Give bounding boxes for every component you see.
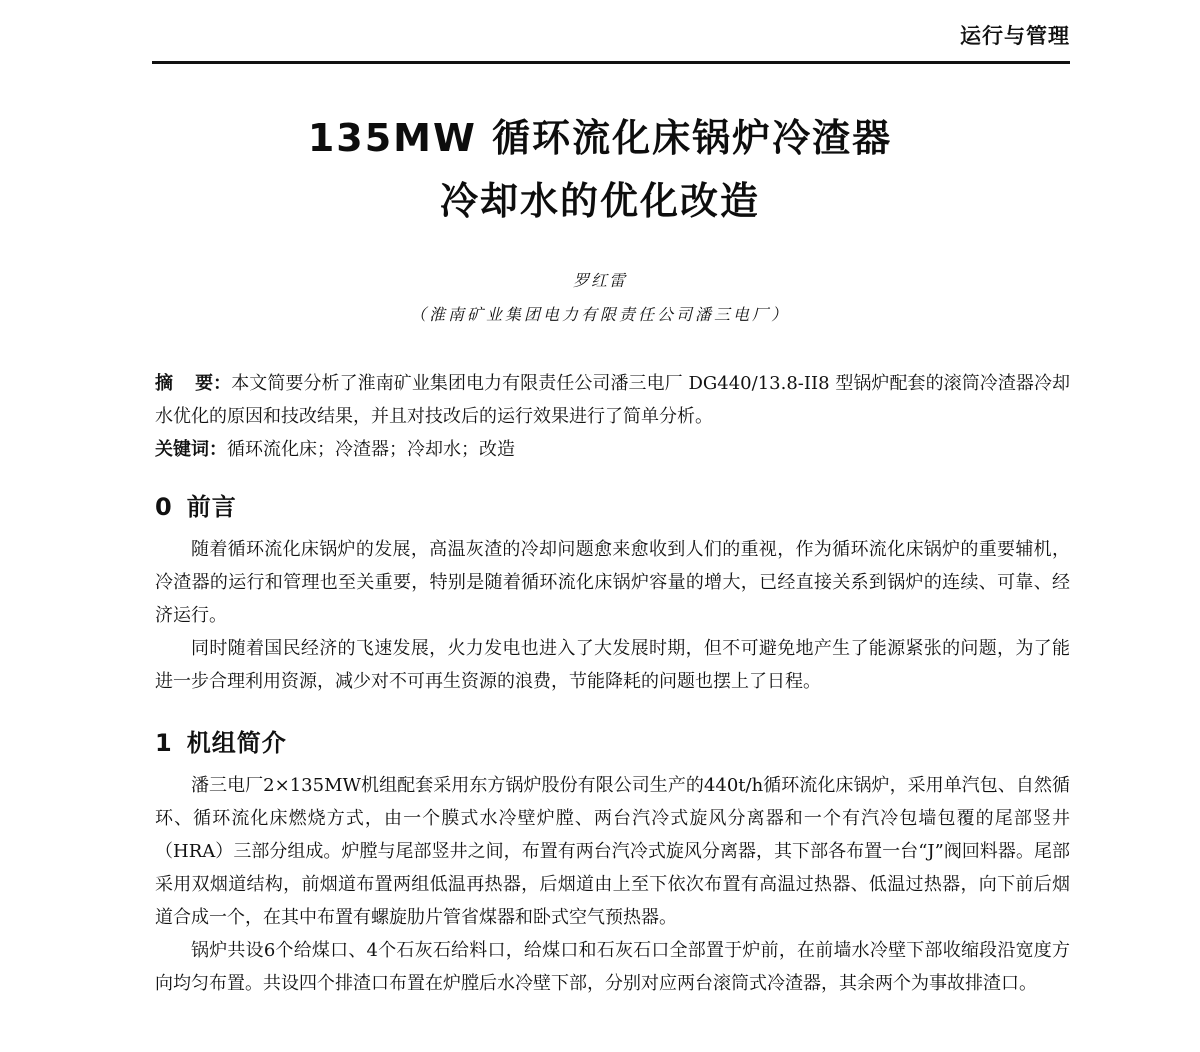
abstract-text: 本文简要分析了淮南矿业集团电力有限责任公司潘三电厂 DG440/13.8-II8 型锅炉配套的滚筒冷渣器冷却水优化的原因和技改结果，并且对技改后的运行效果进行了简单分析。 bbox=[155, 373, 1071, 427]
paragraph: 同时随着国民经济的飞速发展，火力发电也进入了大发展时期，但不可避免地产生了能源紧张的问题，为了能进一步合理利用资源，减少对不可再生资源的浪费，节能降耗的问题也摆上了日程。 bbox=[155, 638, 1070, 692]
paragraph: 随着循环流化床锅炉的发展，高温灰渣的冷却问题愈来愈收到人们的重视，作为循环流化床锅炉的重要辅机，冷渣器的运行和管理也至关重要，特别是随着循环流化床锅炉容量的增大，已经直接关系到锅炉的连续、可靠、经济运行。 bbox=[155, 539, 1070, 626]
author-affiliation: （淮南矿业集团电力有限责任公司潘三电厂） bbox=[409, 305, 790, 324]
keywords-label: 关键词： bbox=[155, 439, 227, 460]
section-number: 0 bbox=[155, 493, 173, 521]
section-title: 前言 bbox=[186, 493, 237, 521]
header-rule bbox=[152, 61, 1070, 64]
section-number: 1 bbox=[155, 729, 173, 757]
paragraph: 锅炉共设6个给煤口、4个石灰石给料口，给煤口和石灰石口全部置于炉前，在前墙水冷壁下部收缩段沿宽度方向均匀布置。共设四个排渣口布置在炉膛后水冷壁下部，分别对应两台滚筒式冷渣器，其余两个为事故排渣口。 bbox=[155, 940, 1070, 994]
section-heading-0 bbox=[155, 487, 237, 522]
section-0-body bbox=[155, 533, 1070, 698]
article-title-line-1: 135MW 循环流化床锅炉冷渣器 bbox=[307, 116, 893, 160]
paragraph: 潘三电厂2×135MW机组配套采用东方锅炉股份有限公司生产的440t/h循环流化床锅炉，采用单汽包、自然循环、循环流化床燃烧方式，由一个膜式水冷壁炉膛、两台汽冷式旋风分离器和一个有汽冷包墙包覆的尾部竖井（HRA）三部分组成。炉膛与尾部竖井之间，布置有两台汽冷式旋风分离器，其下部各布置一台“J”阀回料器。尾部采用双烟道结构，前烟道布置两组低温再热器，后烟道由上至下依次布置有高温过热器、低温过热器，向下前后烟道合成一个，在其中布置有螺旋肋片管省煤器和卧式空气预热器。 bbox=[155, 775, 1070, 928]
abstract bbox=[155, 367, 1070, 433]
section-1-body bbox=[155, 769, 1070, 1052]
running-header: 运行与管理 bbox=[960, 24, 1070, 48]
article-title-line-2: 冷却水的优化改造 bbox=[439, 179, 760, 223]
section-title: 机组简介 bbox=[186, 729, 287, 757]
keywords bbox=[155, 433, 1070, 466]
section-heading-1 bbox=[155, 723, 287, 758]
author-name: 罗红雷 bbox=[572, 271, 627, 290]
keywords-text: 循环流化床；冷渣器；冷却水；改造 bbox=[227, 439, 515, 460]
abstract-label: 摘 要： bbox=[155, 373, 232, 394]
